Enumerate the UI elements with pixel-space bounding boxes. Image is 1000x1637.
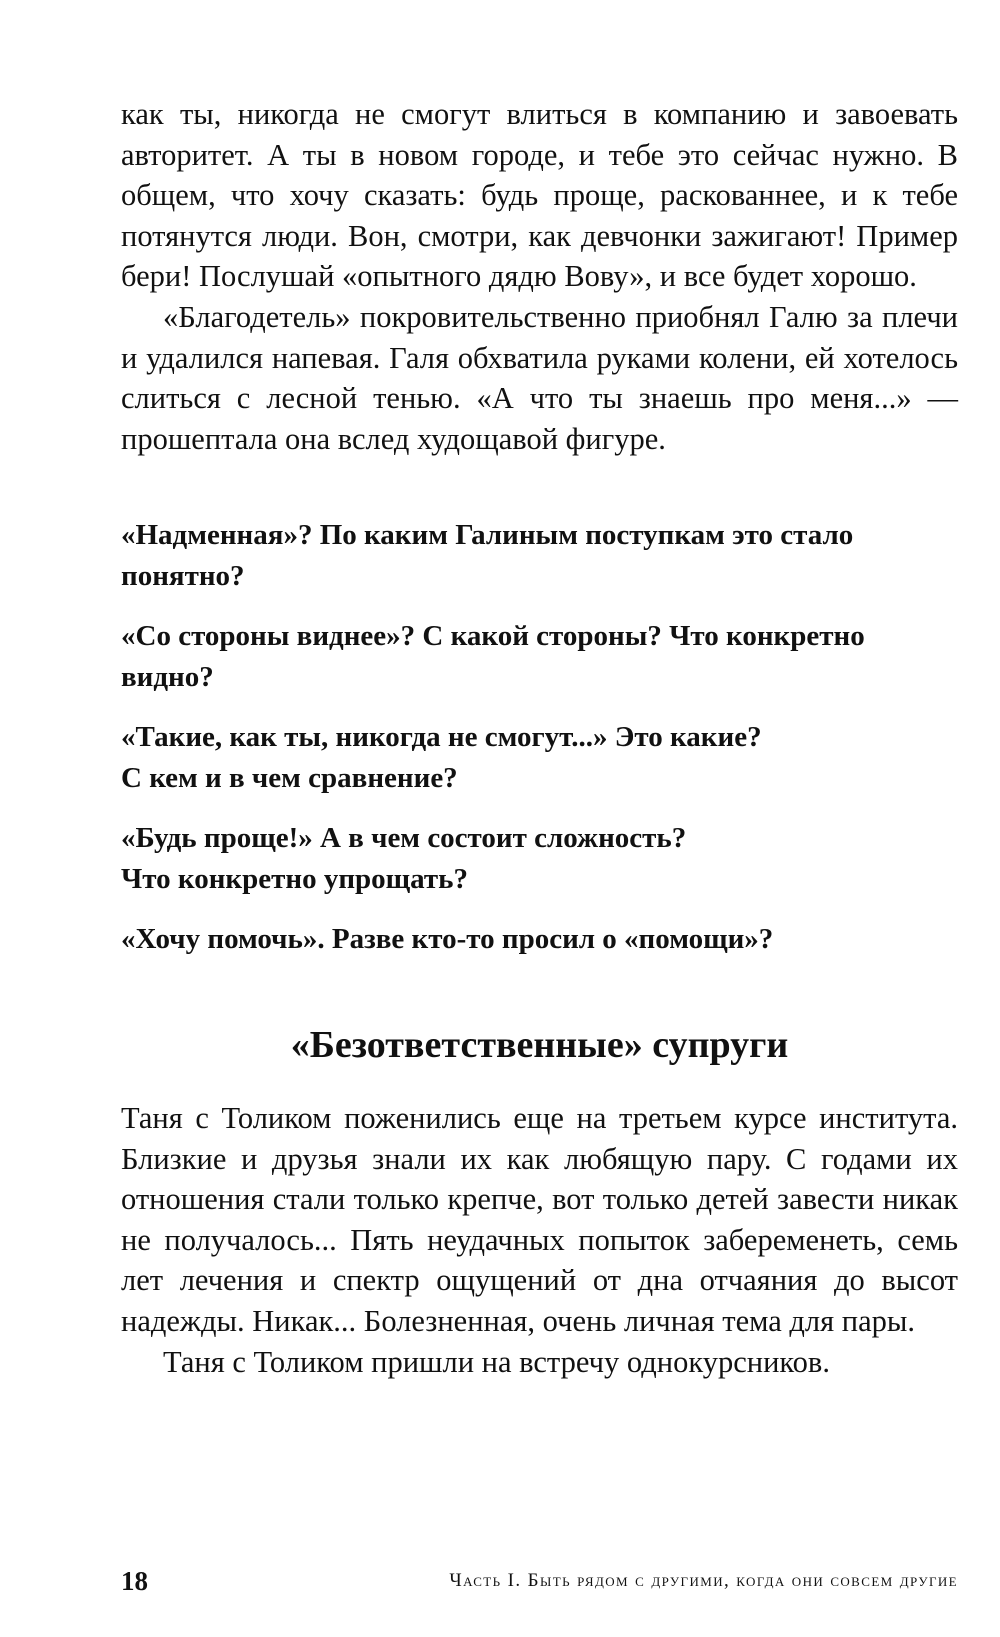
question-2 [121,616,971,697]
question-2-line-1: «Со стороны виднее»? С какой стороны? Что конкретно [121,620,865,652]
paragraph-tanya-tolik: Таня с Толиком поженились еще на третьем курсе института. Близкие и друзья знали их как любящую пару. С годами их отношения стали только крепче, вот только детей завести никак не получалось... Пять неудачных попыток забеременеть, семь лет лечения и спектр ощущений от дна отчаяния до высот надежды. Никак... Болезненная, очень личная тема для пары. [121,1101,958,1338]
paragraph-reunion: Таня с Толиком пришли на встречу однокурсников. [163,1344,830,1379]
question-4-line-2: Что конкретно упрощать? [121,862,468,895]
page-number: 18 [121,1566,148,1596]
running-head: Часть I. Быть рядом с другими, когда они совсем другие [449,1570,958,1591]
top-text-block [121,94,958,459]
section-heading: «Безответственные» супруги [290,1024,789,1066]
page-footer [121,1564,958,1598]
question-2-line-2: видно? [121,660,214,693]
question-1-line-2: понятно? [121,559,245,592]
question-3 [121,717,971,798]
question-5-line-1: «Хочу помочь». Разве кто-то просил о «помощи»? [121,923,774,955]
question-4 [121,818,971,899]
question-1 [121,515,971,596]
bottom-text-block [121,1098,958,1382]
question-1-line-1: «Надменная»? По каким Галиным поступкам это стало [121,519,854,551]
question-5 [121,919,971,960]
paragraph-benefactor: «Благодетель» покровительственно приобнял Галю за плечи и удалился напевая. Галя обхватила руками колени, ей хотелось слиться с лесной тенью. «А что ты знаешь про меня...» — прошептала она вслед худощавой фигуре. [121,299,958,456]
question-3-line-2: С кем и в чем сравнение? [121,761,458,794]
question-4-line-1: «Будь проще!» А в чем состоит сложность? [121,822,687,854]
question-3-line-1: «Такие, как ты, никогда не смогут...» Это какие? [121,721,762,753]
paragraph-continued: как ты, никогда не смогут влиться в компанию и завоевать авторитет. А ты в новом городе, и тебе это сейчас нужно. В общем, что хочу сказать: будь проще, раскованнее, и к тебе потянутся люди. Вон, смотри, как девчонки зажигают! Пример бери! Послушай «опытного дядю Вову», и все будет хорошо. [121,97,958,294]
